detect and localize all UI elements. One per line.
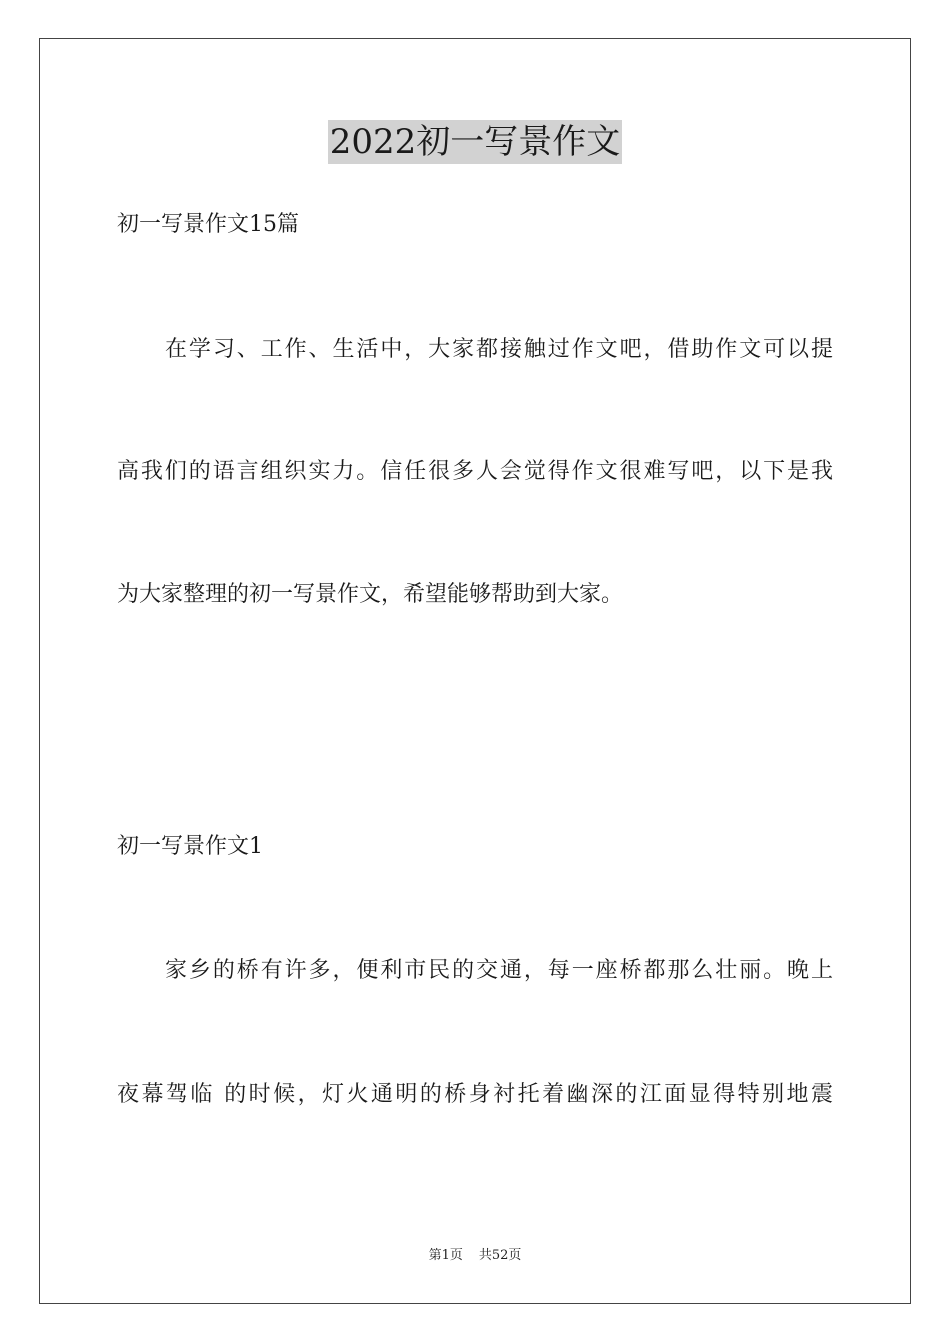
section-heading: 初一写景作文1 [117,834,263,859]
page-total: 共52页 [478,1248,522,1263]
section-line-2: 夜幕驾临 的时候，灯火通明的桥身衬托着幽深的江面显得特别地震 [117,1082,833,1107]
intro-line-3: 为大家整理的初一写景作文，希望能够帮助到大家。 [117,582,624,607]
intro-line-1: 在学习、工作、生活中，大家都接触过作文吧，借助作文可以提 [165,337,833,362]
document-subtitle: 初一写景作文15篇 [117,212,299,237]
intro-line-2: 高我们的语言组织实力。信任很多人会觉得作文很难写吧，以下是我 [117,459,833,484]
page-number: 第1页 [428,1248,463,1263]
section-line-1: 家乡的桥有许多，便利市民的交通，每一座桥都那么壮丽。晚上 [165,958,833,983]
document-title: 2022初一写景作文 [329,122,621,162]
document-title-container [0,120,950,164]
page-footer [0,1247,950,1265]
